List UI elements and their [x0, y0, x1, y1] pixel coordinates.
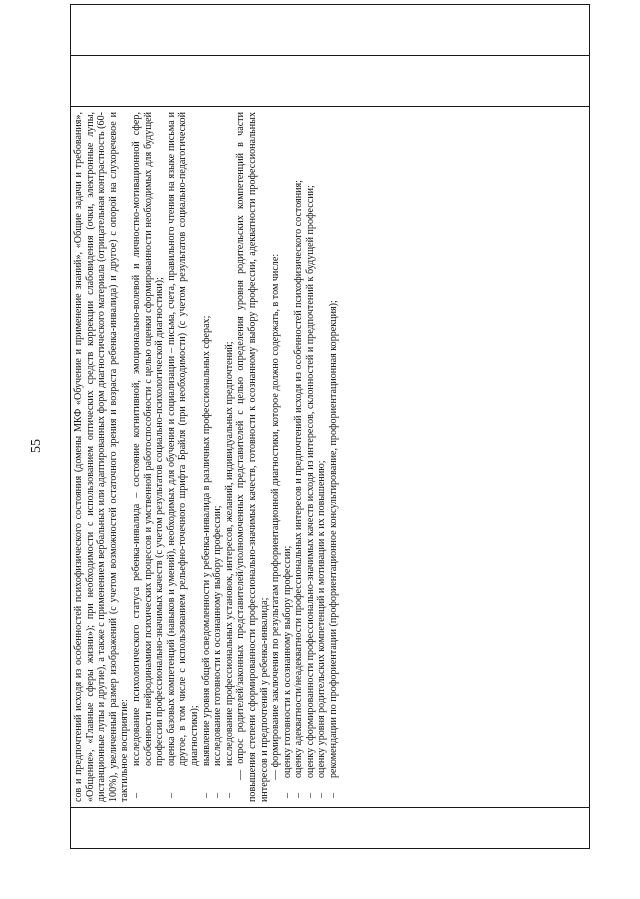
conclusion-list — [282, 112, 340, 802]
table-row — [71, 5, 590, 849]
list-item: – выявление уровня общей осведомленности у ребенка-инвалида в различных профессиональных сферах; — [201, 112, 213, 802]
left-empty-cell — [71, 808, 590, 849]
parents-survey-paragraph: — опрос родителей/законных представителей/уполномоченных представителей с целью определения уровня родительских компетенций в части повышения степени сформированности профессионально-значимых качеств, готовности к осознанному выбору профессии, адекватности профессиональных интересов и предпочтений у ребенка-инвалида; — [235, 112, 270, 802]
list-item: – исследование готовности к осознанному выбору профессии; — [212, 112, 224, 802]
list-item: – оценка базовых компетенций (навыков и умений), необходимых для обучения и социализации – письма, счета, правильного чтения на языке письма и другое, в том числе с использованием рельефно-точечного шрифта Брайля (при необходимости) (с учетом результатов социально-педагогической диагностики); — [166, 112, 201, 802]
assessment-list — [131, 112, 235, 802]
list-item: – рекомендации по профориентации (профориентационное консультирование, профориентационная коррекция); — [328, 112, 340, 802]
conclusion-paragraph: — формирование заключения по результатам профориентационной диагностики, которое должно содержать, в том числе: — [270, 253, 282, 780]
list-item: – оценку готовности к осознанному выбору профессии; — [282, 112, 294, 802]
list-item: – оценку уровня родительских компетенций и мотивации к их повышению; — [316, 112, 328, 802]
intro-paragraph: сов и предпочтений исходя из особенностей психофизического состояния (домены МКФ «Обучение и применение знаний», «Общие задачи и требования», «Общение», «Главные сферы жизни»); при необходимости с использованием оптических средств коррекции слабовидения (очки, электронные лупы, дистанционные лупы и другие), а также с применением вербальных или адаптированных форм диагностического материала (отрицательная контрастность (60-100%), увеличенный размер изображений (с учетом возможностей остаточного зрения и возраста ребенка-инвалида) и другое) с опорой на слухоречевое и тактильное восприятие: — [73, 112, 131, 802]
list-item: – оценку сформированности профессионально-значимых качеств исходя из интересов, склонностей и предпочтений к будущей профессии; — [305, 112, 317, 802]
list-item: – исследование профессиональных установок, интересов, желаний, индивидуальных предпочтений; — [224, 112, 236, 802]
list-item: – оценку адекватности/неадекватности профессиональных интересов и предпочтений исходя из особенностей психофизического состояния; — [293, 112, 305, 802]
empty-cell-b — [71, 5, 590, 56]
list-item: – исследование психологического статуса ребенка-инвалида – состояние когнитивной, эмоционально-волевой и личностно-мотивационной сфер, особенности нейродинамики психических процессов и умственной работоспособности с целью оценки сформированности необходимых для будущей профессии профессионально-значимых качеств (с учетом результатов социально-психологической диагностики); — [131, 112, 166, 802]
content-table — [70, 4, 590, 849]
page-number: 55 — [29, 439, 44, 453]
empty-cell-a — [71, 56, 590, 107]
rotated-page-content — [70, 49, 590, 849]
main-text-cell — [71, 107, 590, 808]
